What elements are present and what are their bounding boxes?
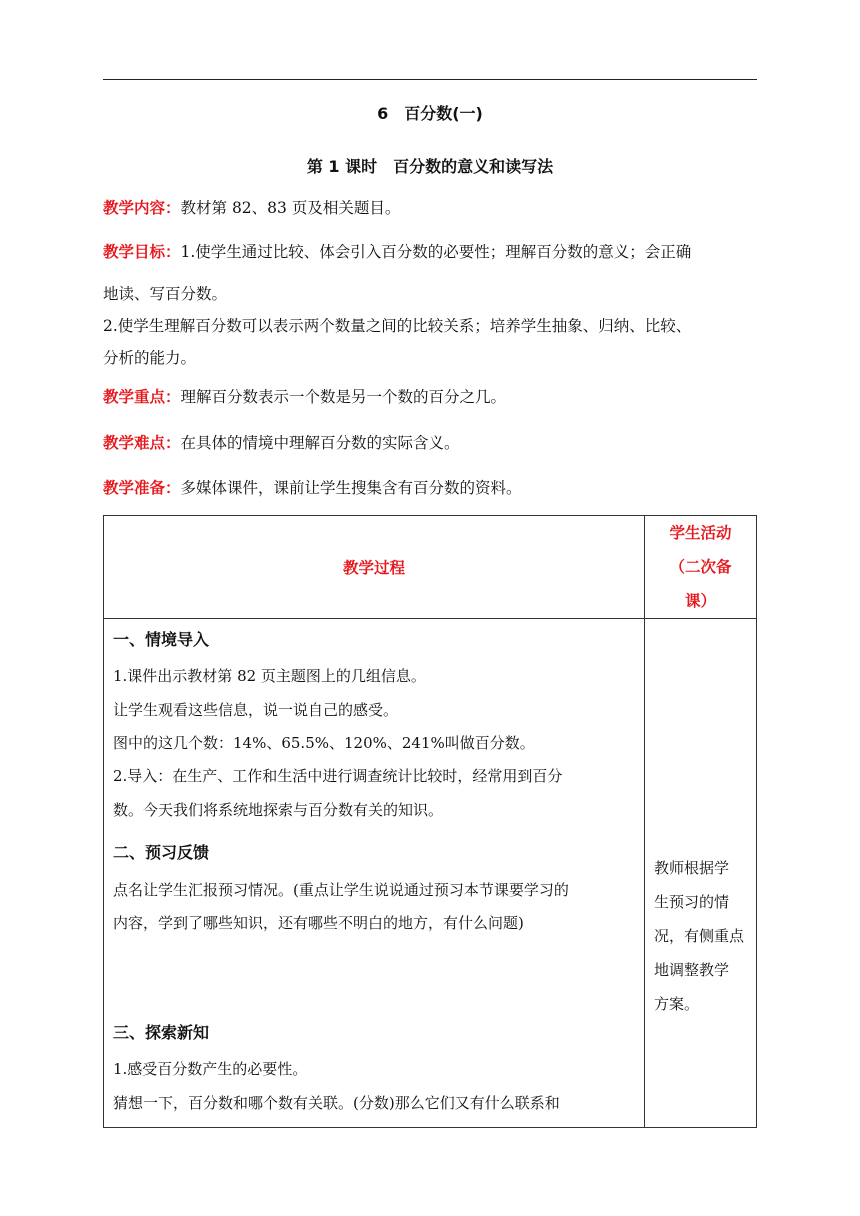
goals-line-2: 地读、写百分数。	[103, 285, 228, 303]
teaching-preparation	[103, 477, 763, 499]
teaching-difficulty	[103, 432, 763, 454]
section-line: 1.课件出示教材第 82 页主题图上的几组信息。	[113, 667, 426, 685]
section-line: 让学生观看这些信息，说一说自己的感受。	[113, 701, 399, 719]
teacher-note-line: 况，有侧重点	[654, 927, 745, 945]
student-activity-header-line: 学生活动	[669, 524, 732, 542]
preparation-text: 多媒体课件，课前让学生搜集含有百分数的资料。	[180, 479, 522, 497]
goals-line-4: 分析的能力。	[103, 349, 197, 367]
difficulty-text: 在具体的情境中理解百分数的实际含义。	[180, 434, 460, 452]
teaching-content	[103, 197, 763, 219]
teaching-content-text: 教材第 82、83 页及相关题目。	[180, 199, 401, 217]
teacher-note-line: 教师根据学	[654, 859, 730, 877]
student-activity-header	[645, 516, 757, 619]
section-line: 2.导入：在生产、工作和生活中进行调查统计比较时，经常用到百分	[113, 767, 563, 785]
student-activity-header-line: （二次备	[669, 558, 732, 576]
section-title: 一、情境导入	[113, 630, 210, 649]
goals-line-1: 1.使学生通过比较、体会引入百分数的必要性；理解百分数的意义；会正确	[180, 243, 692, 261]
section-line: 1.感受百分数产生的必要性。	[113, 1060, 308, 1078]
student-activity-header-line: 课）	[684, 592, 716, 610]
key-point-text: 理解百分数表示一个数是另一个数的百分之几。	[180, 388, 507, 406]
process-header: 教学过程	[104, 516, 645, 619]
section-line: 猜想一下，百分数和哪个数有关联。(分数)那么它们又有什么联系和	[113, 1094, 560, 1112]
lesson-title: 第 1 课时 百分数的意义和读写法	[306, 157, 554, 176]
goals-line-3: 2.使学生理解百分数可以表示两个数量之间的比较关系；培养学生抽象、归纳、比较、	[103, 317, 692, 335]
header-rule	[103, 79, 757, 80]
teaching-content-label: 教学内容：	[103, 199, 181, 217]
teacher-note	[654, 851, 754, 1021]
teacher-note-line: 地调整教学	[654, 961, 730, 979]
key-point-label: 教学重点：	[103, 388, 181, 406]
student-activity-cell	[645, 619, 757, 1128]
teacher-note-line: 生预习的情	[654, 893, 730, 911]
teacher-note-line: 方案。	[654, 995, 700, 1013]
section-line: 数。今天我们将系统地探索与百分数有关的知识。	[113, 801, 444, 819]
section-title: 三、探索新知	[113, 1023, 210, 1042]
section-line: 点名让学生汇报预习情况。(重点让学生说说通过预习本节课要学习的	[113, 881, 569, 899]
teaching-key-point	[103, 386, 763, 408]
section-line: 图中的这几个数：14%、65.5%、120%、241%叫做百分数。	[113, 734, 535, 752]
preparation-label: 教学准备：	[103, 479, 181, 497]
teaching-goals	[103, 241, 763, 263]
teaching-process-table	[103, 515, 757, 1128]
teaching-goals-label: 教学目标：	[103, 243, 181, 261]
section-title: 二、预习反馈	[113, 843, 210, 862]
difficulty-label: 教学难点：	[103, 434, 181, 452]
section-line: 内容，学到了哪些知识，还有哪些不明白的地方，有什么问题)	[113, 914, 524, 932]
unit-title: 6 百分数(一)	[377, 104, 483, 123]
process-body	[104, 619, 645, 1128]
